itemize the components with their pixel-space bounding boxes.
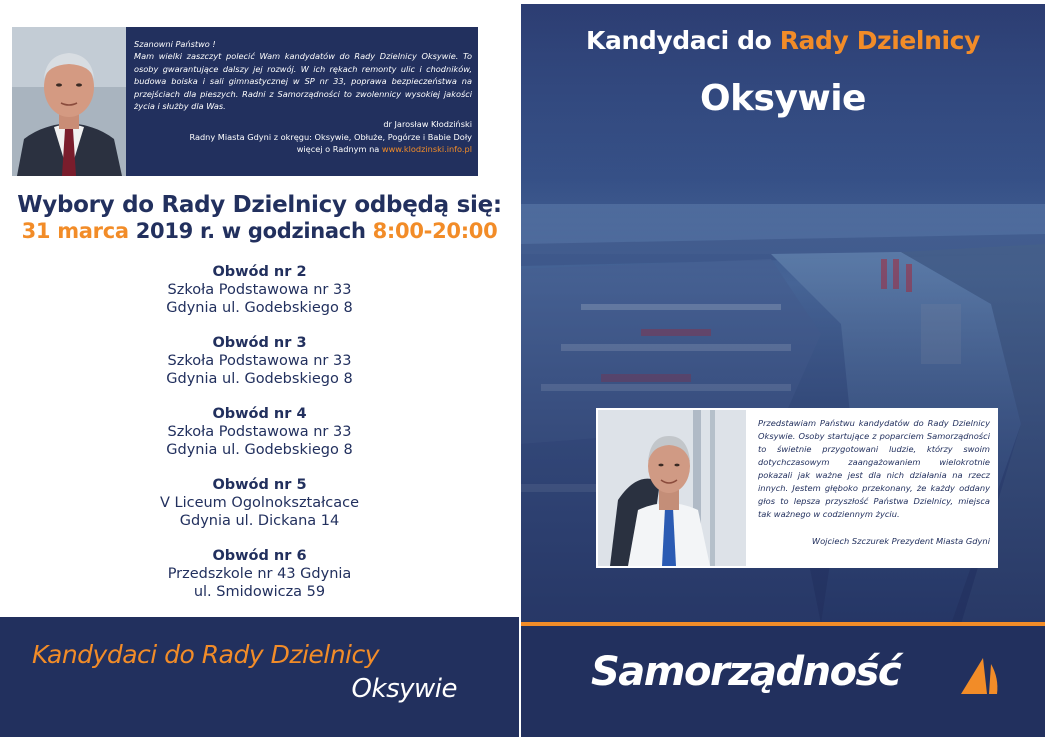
- district-name: Obwód nr 3: [212, 335, 307, 351]
- district-address: ul. Smidowicza 59: [193, 584, 326, 600]
- councillor-photo: [12, 27, 126, 176]
- district-place: Szkoła Podstawowa nr 33: [167, 282, 352, 298]
- district-place: Szkoła Podstawowa nr 33: [167, 353, 352, 369]
- letter-body: Mam wielki zaszczyt polecić Wam kandydatów do Rady Dzielnicy Oksywie. To osoby gwarantujące dalszy jej rozwój. W ich rękach remonty ulic i chodników, budowa boiska i sali gimnastycznej w SP nr 33, poprawa bezpieczeństwa na przejściach dla pieszych. Radni z Samorządności to zwolennicy wysokiej jakości życia i służby dla Was.: [134, 51, 472, 112]
- district-place: V Liceum Ogolnokształcace: [159, 495, 360, 511]
- cover-subtitle: Oksywie: [700, 78, 866, 119]
- district-block: [0, 547, 519, 601]
- cover-title-part1: Kandydaci do: [586, 26, 772, 55]
- district-address: Gdynia ul. Dickana 14: [179, 513, 340, 529]
- district-place: Przedszkole nr 43 Gdynia: [167, 566, 352, 582]
- brand-logo-text: Samorządność: [591, 649, 901, 695]
- mayor-photo: [598, 410, 746, 566]
- election-heading: Wybory do Rady Dzielnicy odbędą się:: [17, 192, 502, 218]
- more-info-prefix: więcej o Radnym na: [296, 144, 380, 155]
- mayor-quote-box: [596, 408, 998, 568]
- cover-title: [521, 26, 1045, 55]
- mayor-portrait-illustration: [598, 410, 746, 566]
- website-link[interactable]: www.klodzinski.info.pl: [381, 144, 472, 155]
- district-name: Obwód nr 5: [212, 477, 307, 493]
- district-block: [0, 405, 519, 459]
- district-place: Szkoła Podstawowa nr 33: [167, 424, 352, 440]
- recommendation-letter-box: [12, 27, 478, 176]
- district-name: Obwód nr 2: [212, 264, 307, 280]
- election-date-mid: 2019 r. w godzinach: [135, 219, 366, 243]
- letter-signer-role: Radny Miasta Gdyni z okręgu: Oksywie, Obłuże, Pogórze i Babie Doły: [189, 131, 472, 142]
- letter-more-info: [134, 143, 472, 155]
- district-block: [0, 334, 519, 388]
- right-page-cover: [521, 4, 1045, 737]
- left-page: [0, 0, 519, 737]
- election-hours: 8:00-20:00: [372, 219, 498, 243]
- footer-title: Kandydaci do Rady Dzielnicy: [32, 640, 380, 669]
- cover-title-part2: Rady Dzielnicy: [779, 26, 980, 55]
- sail-logo-icon: [959, 654, 999, 696]
- district-name: Obwód nr 6: [212, 548, 307, 564]
- mayor-quote-text: Przedstawiam Państwu kandydatów do Rady Dzielnicy Oksywie. Osoby startujące z poparciem Samorządności to świetnie przygotowani ludzie, którzy swoim dotychczasowym zaangażowaniem wielokrotnie pokazali jak ważne jest dla nich działania na rzecz innych. Jestem głęboko przekonany, że każdy oddany głos to lepsza przyszłość Państwa Dzielnicy, miejsca tak ważnego w codziennym życiu.: [758, 418, 990, 519]
- election-date-line: [0, 219, 519, 243]
- left-footer-banner: [0, 617, 519, 737]
- district-address: Gdynia ul. Godebskiego 8: [166, 442, 353, 458]
- letter-greeting: Szanowni Państwo !: [134, 39, 216, 49]
- mayor-quote-signature: Wojciech Szczurek Prezydent Miasta Gdyni: [811, 536, 990, 546]
- district-block: [0, 263, 519, 317]
- district-address: Gdynia ul. Godebskiego 8: [166, 371, 353, 387]
- letter-signer: dr Jarosław Kłodziński: [383, 119, 472, 130]
- district-address: Gdynia ul. Godebskiego 8: [166, 300, 353, 316]
- letter-text: [134, 38, 472, 156]
- letter-signature: [134, 118, 472, 155]
- councillor-portrait-illustration: [12, 27, 126, 176]
- election-date: 31 marca: [21, 219, 129, 243]
- footer-subtitle: Oksywie: [351, 674, 457, 704]
- district-block: [0, 476, 519, 530]
- district-name: Obwód nr 4: [212, 406, 307, 422]
- orange-divider: [521, 622, 1045, 626]
